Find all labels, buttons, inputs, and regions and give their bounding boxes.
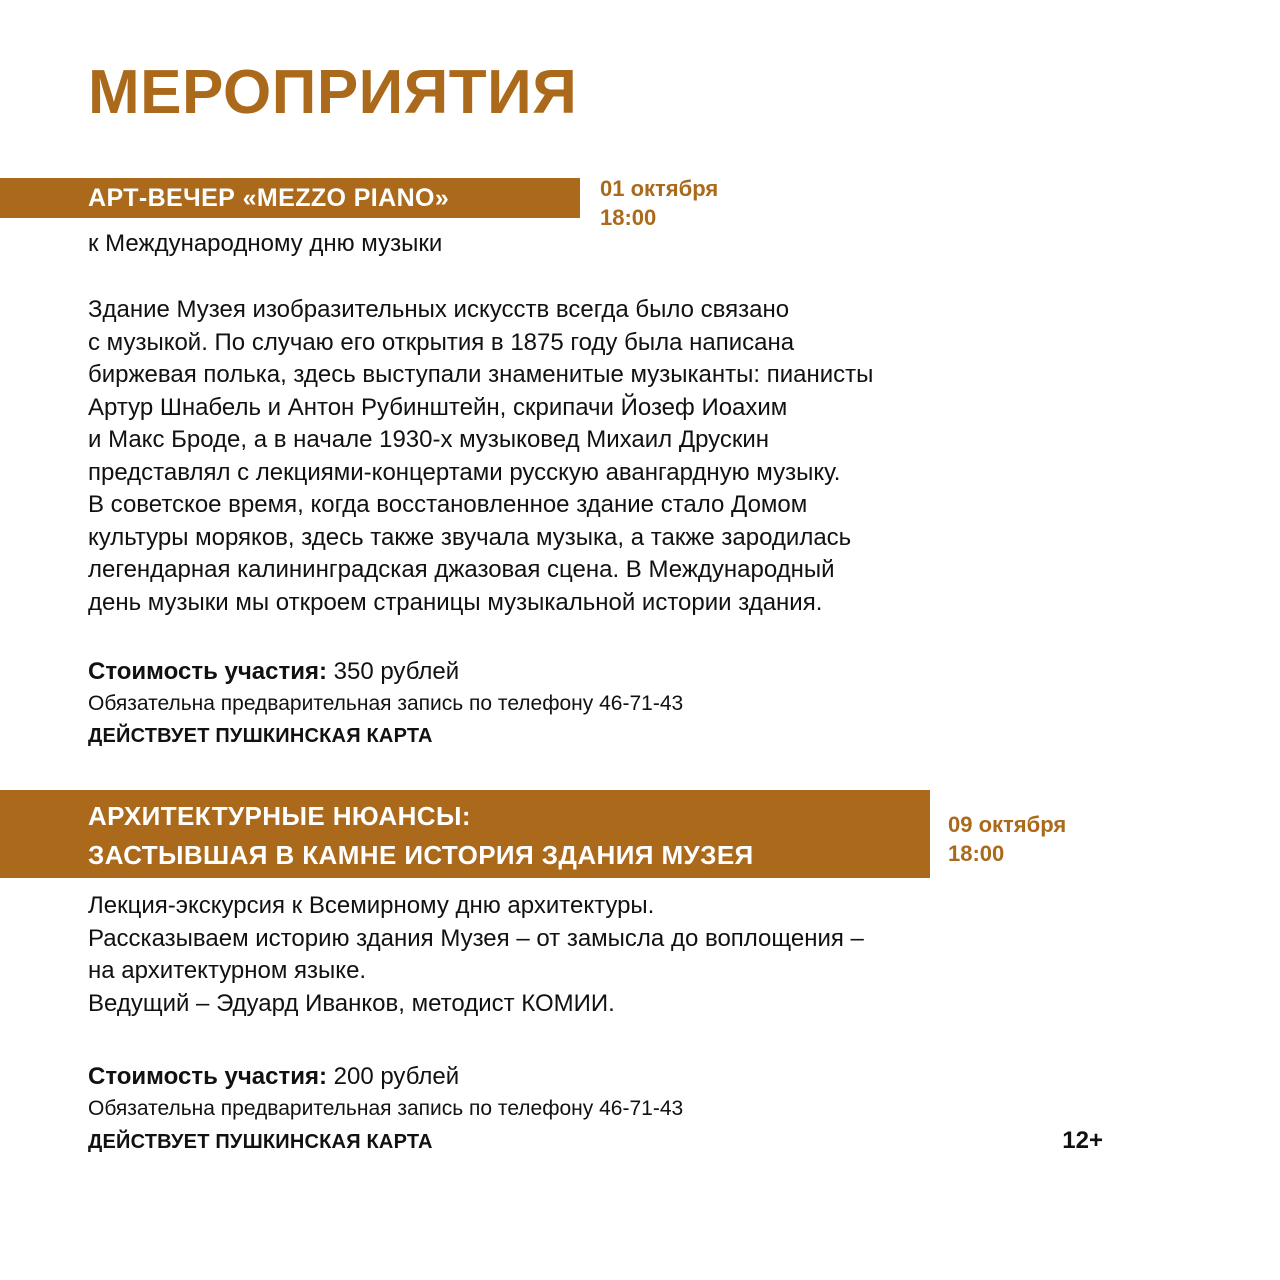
event-header-row (0, 178, 1280, 232)
description-line: легендарная калининградская джазовая сцена. В Международный (88, 556, 835, 583)
description-line: и Макс Броде, а в начале 1930-х музыковед Михаил Друскин (88, 426, 770, 453)
description-line: биржевая полька, здесь выступали знаменитые музыканты: пианисты (88, 361, 874, 388)
event-card-2 (0, 790, 1280, 1154)
event-price-block (88, 1060, 1103, 1156)
price-line (88, 655, 1098, 688)
description-line: Артур Шнабель и Антон Рубинштейн, скрипачи Йозеф Иоахим (88, 393, 788, 421)
price-value: 200 рублей (333, 1063, 460, 1090)
event-title-line: АРТ-ВЕЧЕР «MEZZO PIANO» (88, 184, 450, 212)
booking-note: Обязательна предварительная запись по телефону 46-71-43 (88, 1097, 684, 1120)
event-body (88, 228, 1098, 750)
age-rating-badge: 12+ (1062, 1127, 1103, 1154)
event-header-row (0, 790, 1280, 878)
event-date-block (948, 810, 1066, 868)
description-line: с музыкой. По случаю его открытия в 1875 году была написана (88, 328, 795, 356)
description-line: Здание Музея изобразительных искусств всегда было связано (88, 296, 790, 323)
pushkin-row (88, 1127, 1103, 1156)
description-line: на архитектурном языке. (88, 957, 367, 984)
description-line: Лекция-экскурсия к Всемирному дню архитектуры. (88, 892, 655, 919)
pushkin-row (88, 722, 1103, 750)
page-title: МЕРОПРИЯТИЯ (88, 58, 578, 127)
description-line: представлял с лекциями-концертами русскую авангардную музыку. (88, 458, 841, 486)
description-line: В советское время, когда восстановленное здание стало Домом (88, 491, 808, 518)
event-price-block (88, 655, 1098, 750)
event-subtitle: к Международному дню музыки (88, 230, 443, 257)
booking-note: Обязательна предварительная запись по телефону 46-71-43 (88, 692, 684, 715)
event-date-block (600, 174, 718, 232)
event-date: 09 октября (948, 812, 1067, 837)
event-date: 01 октября (600, 176, 719, 201)
description-line: культуры моряков, здесь также звучала музыка, а также зародилась (88, 523, 852, 551)
description-line: Рассказываем историю здания Музея – от замысла до воплощения – (88, 924, 864, 952)
event-time: 18:00 (948, 841, 1005, 866)
description-line: Ведущий – Эдуард Иванков, методист КОМИИ. (88, 989, 615, 1017)
event-title-line: ЗАСТЫВШАЯ В КАМНЕ ИСТОРИЯ ЗДАНИЯ МУЗЕЯ (88, 840, 754, 870)
description-line: день музыки мы откроем страницы музыкальной истории здания. (88, 588, 823, 616)
price-label: Стоимость участия: (88, 658, 327, 685)
price-value: 350 рублей (333, 658, 460, 685)
event-card-1 (0, 176, 1280, 747)
price-line (88, 1060, 1098, 1093)
pushkin-card-note: ДЕЙСТВУЕТ ПУШКИНСКАЯ КАРТА (88, 725, 433, 747)
price-label: Стоимость участия: (88, 1063, 327, 1090)
event-time: 18:00 (600, 205, 657, 230)
event-body (88, 890, 1103, 1156)
event-title-line: АРХИТЕКТУРНЫЕ НЮАНСЫ: (88, 801, 471, 831)
event-title-band (0, 790, 930, 878)
event-description (88, 294, 1098, 619)
event-title-band (0, 178, 580, 218)
event-description (88, 890, 1098, 1020)
pushkin-card-note: ДЕЙСТВУЕТ ПУШКИНСКАЯ КАРТА (88, 1131, 433, 1153)
